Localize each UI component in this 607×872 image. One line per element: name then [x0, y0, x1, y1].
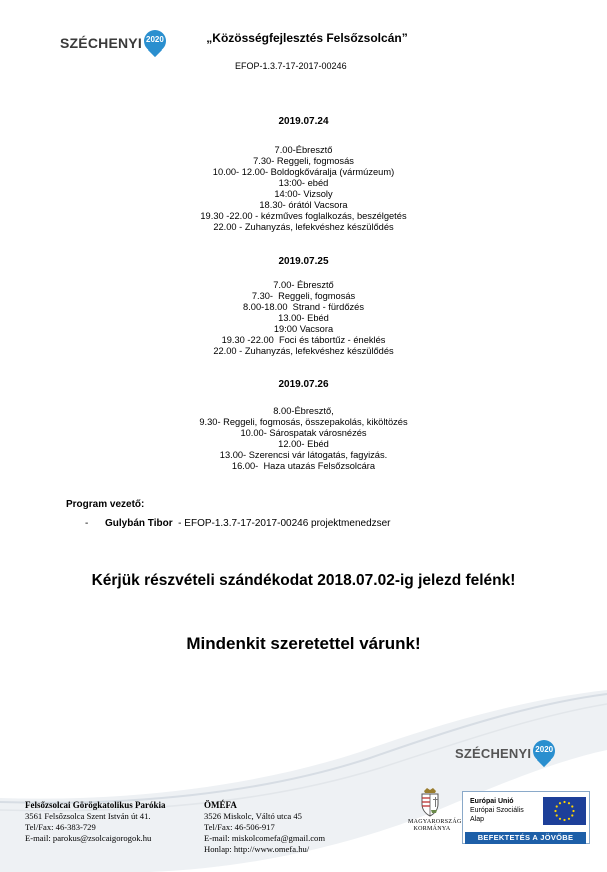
logo-year: 2020 — [146, 35, 164, 44]
omefa-address: 3526 Miskolc, Váltó utca 45 — [204, 811, 302, 821]
leader-name: Gulybán Tibor — [105, 518, 173, 529]
day-schedule-1 — [0, 116, 607, 233]
omefa-phone: Tel/Fax: 46-506-917 — [204, 822, 275, 832]
szechenyi-badge — [455, 740, 555, 766]
document-title: „Közösségfejlesztés Felsőzsolcán” — [206, 31, 408, 45]
schedule-item: 19:00 Vacsora — [273, 324, 334, 334]
omefa-name: ÖMÉFA — [204, 800, 237, 810]
logo-text: SZÉCHENYI — [60, 35, 142, 51]
schedule-item: 22.00 - Zuhanyzás, lefekvéshez készülődés — [213, 222, 394, 232]
schedule-item: 7.30- Reggeli, fogmosás — [251, 291, 356, 301]
parish-contact — [25, 800, 166, 844]
omefa-contact — [204, 800, 325, 855]
parish-phone: Tel/Fax: 46-383-729 — [25, 822, 96, 832]
eu-line-3: Alap — [470, 816, 485, 823]
schedule-item: 18.30- órától Vacsora — [259, 200, 348, 210]
schedule-item: 12.00- Ebéd — [278, 439, 329, 449]
day-date: 2019.07.24 — [278, 116, 329, 127]
gov-line-1: MAGYARORSZÁG — [408, 819, 462, 825]
schedule-item: 16.00- Haza utazás Felsőzsolcára — [231, 461, 376, 471]
day-date: 2019.07.25 — [278, 256, 329, 267]
invest-banner: BEFEKTETÉS A JÖVŐBE — [465, 832, 586, 844]
schedule-item: 13:00- ebéd — [278, 178, 329, 188]
badge-text: SZÉCHENYI — [455, 745, 532, 761]
gov-line-2: KORMÁNYA — [413, 826, 451, 832]
schedule-item: 13.00- Szerencsi vár látogatás, fagyizás. — [219, 450, 388, 460]
schedule-item: 14:00- Vizsoly — [274, 189, 333, 199]
schedule-item: 10.00- 12.00- Boldogkőváralja (vármúzeum) — [212, 167, 395, 177]
schedule-item: 8.00-Ébresztő, — [273, 406, 334, 416]
program-leader-row — [85, 518, 391, 529]
day-schedule-3 — [0, 379, 607, 472]
schedule-item: 13.00- Ebéd — [278, 313, 329, 323]
badge-year: 2020 — [535, 745, 554, 754]
location-pin-icon — [533, 740, 555, 766]
eu-flag-icon — [543, 797, 586, 825]
eu-line-1: Európai Unió — [470, 798, 514, 805]
schedule-item: 22.00 - Zuhanyzás, lefekvéshez készülődés — [213, 346, 394, 356]
omefa-web: Honlap: http://www.omefa.hu/ — [204, 844, 310, 854]
location-pin-icon — [144, 30, 166, 56]
eu-line-2: Európai Szociális — [470, 807, 524, 814]
registration-notice: Kérjük részvételi szándékodat 2018.07.02-ig jelezd felénk! — [91, 572, 516, 589]
program-leader-label: Program vezető: — [66, 499, 145, 510]
schedule-item: 19.30 -22.00 - kézműves foglalkozás, beszélgetés — [200, 211, 407, 221]
parish-email: E-mail: parokus@zsolcaigorogok.hu — [25, 833, 152, 843]
schedule-item: 19.30 -22.00 Foci és tábortűz - éneklés — [221, 335, 386, 345]
szechenyi-logo — [60, 30, 166, 56]
parish-address: 3561 Felsőzsolca Szent István út 41. — [25, 811, 151, 821]
welcome-message: Mindenkit szeretettel várunk! — [186, 634, 421, 653]
schedule-item: 7.00-Ébresztő — [274, 145, 333, 155]
schedule-item: 9.30- Reggeli, fogmosás, összepakolás, kiköltözés — [199, 417, 408, 427]
bullet-dash: - — [85, 518, 89, 529]
schedule-item: 7.00- Ébresztő — [273, 280, 334, 290]
omefa-email: E-mail: miskolcomefa@gmail.com — [204, 833, 326, 843]
day-schedule-2 — [0, 256, 607, 357]
schedule-item: 10.00- Sárospatak városnézés — [240, 428, 367, 438]
leader-role: - EFOP-1.3.7-17-2017-00246 projektmenedzser — [172, 518, 391, 529]
government-label — [408, 819, 462, 833]
schedule-item: 8.00-18.00 Strand - fürdőzés — [243, 302, 364, 312]
coat-of-arms-icon — [418, 787, 442, 817]
schedule-item: 7.30- Reggeli, fogmosás — [253, 156, 354, 166]
parish-name: Felsőzsolcai Görögkatolikus Parókia — [25, 800, 166, 810]
project-code: EFOP-1.3.7-17-2017-00246 — [235, 61, 347, 71]
eu-badge-text — [470, 797, 524, 824]
day-date: 2019.07.26 — [278, 379, 329, 390]
